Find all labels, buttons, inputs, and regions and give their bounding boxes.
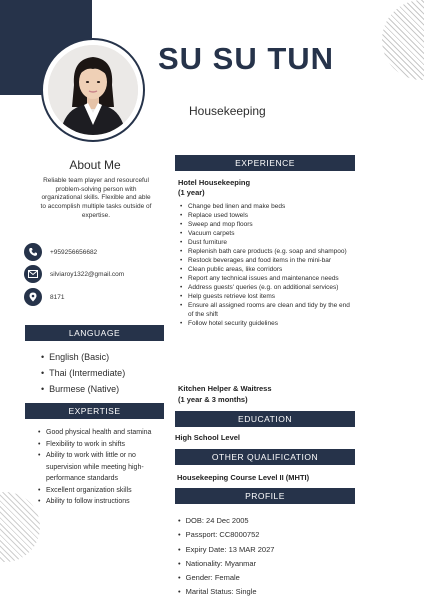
- profile-photo-frame: [41, 38, 145, 142]
- duty-item: • Address guests' queries (e.g. on additional services): [180, 283, 352, 292]
- duty-item: • Follow hotel security guidelines: [180, 319, 352, 328]
- profile-item: • Nationality: Myanmar: [178, 557, 274, 571]
- duty-item: • Vacuum carpets: [180, 229, 352, 238]
- duty-item: • Clean public areas, like corridors: [180, 265, 352, 274]
- duty-item: • Sweep and mop floors: [180, 220, 352, 229]
- expertise-item: • Ability to follow instructions: [38, 496, 168, 508]
- expertise-item: • Flexibility to work in shifts: [38, 439, 168, 451]
- expertise-item: • Ability to work with little or no supervision while meeting high-performance standards: [38, 450, 168, 485]
- profile-list: [178, 514, 274, 600]
- contact-location-row: [24, 288, 64, 306]
- striped-circle-decoration-bottom: [0, 492, 40, 562]
- language-section-header: LANGUAGE: [25, 325, 164, 341]
- duty-item: • Change bed linen and make beds: [180, 202, 352, 211]
- duty-item: • Replace used towels: [180, 211, 352, 220]
- profile-item: • Passport: CC8000752: [178, 528, 274, 542]
- profile-item: • Expiry Date: 13 MAR 2027: [178, 543, 274, 557]
- duty-item: • Replenish bath care products (e.g. soap and shampoo): [180, 247, 352, 256]
- expertise-list: [38, 427, 168, 508]
- expertise-item: • Good physical health and stamina: [38, 427, 168, 439]
- email-icon: [24, 265, 42, 283]
- job-1-title: Hotel Housekeeping: [178, 178, 251, 187]
- job-1-duties-list: [180, 202, 352, 328]
- contact-phone-row: [24, 243, 97, 261]
- job-2-duration: (1 year & 3 months): [178, 395, 248, 404]
- language-item: • Burmese (Native): [41, 381, 125, 397]
- candidate-name: SU SU TUN: [158, 41, 335, 76]
- phone-number: +959256656682: [50, 248, 98, 256]
- profile-section-header: PROFILE: [175, 488, 355, 504]
- job-1-duration: (1 year): [178, 188, 205, 197]
- qualification-section-header: OTHER QUALIFICATION: [175, 449, 355, 465]
- about-heading: About Me: [69, 158, 121, 172]
- about-text: Reliable team player and resourceful problem-solving person with organizational skills. Flexible and able to accomplish multiple tasks outside of expertise.: [40, 177, 152, 219]
- profile-item: • Marital Status: Single: [178, 585, 274, 599]
- location-text: 8171: [50, 293, 65, 301]
- education-section-header: EDUCATION: [175, 411, 355, 427]
- expertise-item: • Excellent organization skills: [38, 485, 168, 497]
- portrait-illustration: [48, 45, 138, 135]
- email-address[interactable]: silviaroy1322@gmail.com: [50, 270, 125, 278]
- experience-section-header: EXPERIENCE: [175, 155, 355, 171]
- duty-item: • Restock beverages and food items in the mini-bar: [180, 256, 352, 265]
- language-item: • English (Basic): [41, 349, 125, 365]
- profile-photo: [48, 45, 138, 135]
- job-2-title: Kitchen Helper & Waitress: [178, 384, 272, 393]
- duty-item: • Ensure all assigned rooms are clean and tidy by the end of the shift: [180, 301, 352, 319]
- contact-email-row: [24, 265, 124, 283]
- language-item: • Thai (Intermediate): [41, 365, 125, 381]
- expertise-section-header: EXPERTISE: [25, 403, 164, 419]
- duty-item: • Help guests retrieve lost items: [180, 292, 352, 301]
- phone-icon: [24, 243, 42, 261]
- location-pin-icon: [24, 288, 42, 306]
- striped-circle-decoration: [382, 0, 424, 80]
- education-value: High School Level: [175, 433, 241, 442]
- profile-item: • DOB: 24 Dec 2005: [178, 514, 274, 528]
- profile-item: • Gender: Female: [178, 571, 274, 585]
- duty-item: • Report any technical issues and maintenance needs: [180, 274, 352, 283]
- qualification-value: Housekeeping Course Level II (MHTI): [177, 473, 310, 482]
- duty-item: • Dust furniture: [180, 238, 352, 247]
- language-list: [41, 349, 125, 397]
- job-title: Housekeeping: [189, 104, 266, 118]
